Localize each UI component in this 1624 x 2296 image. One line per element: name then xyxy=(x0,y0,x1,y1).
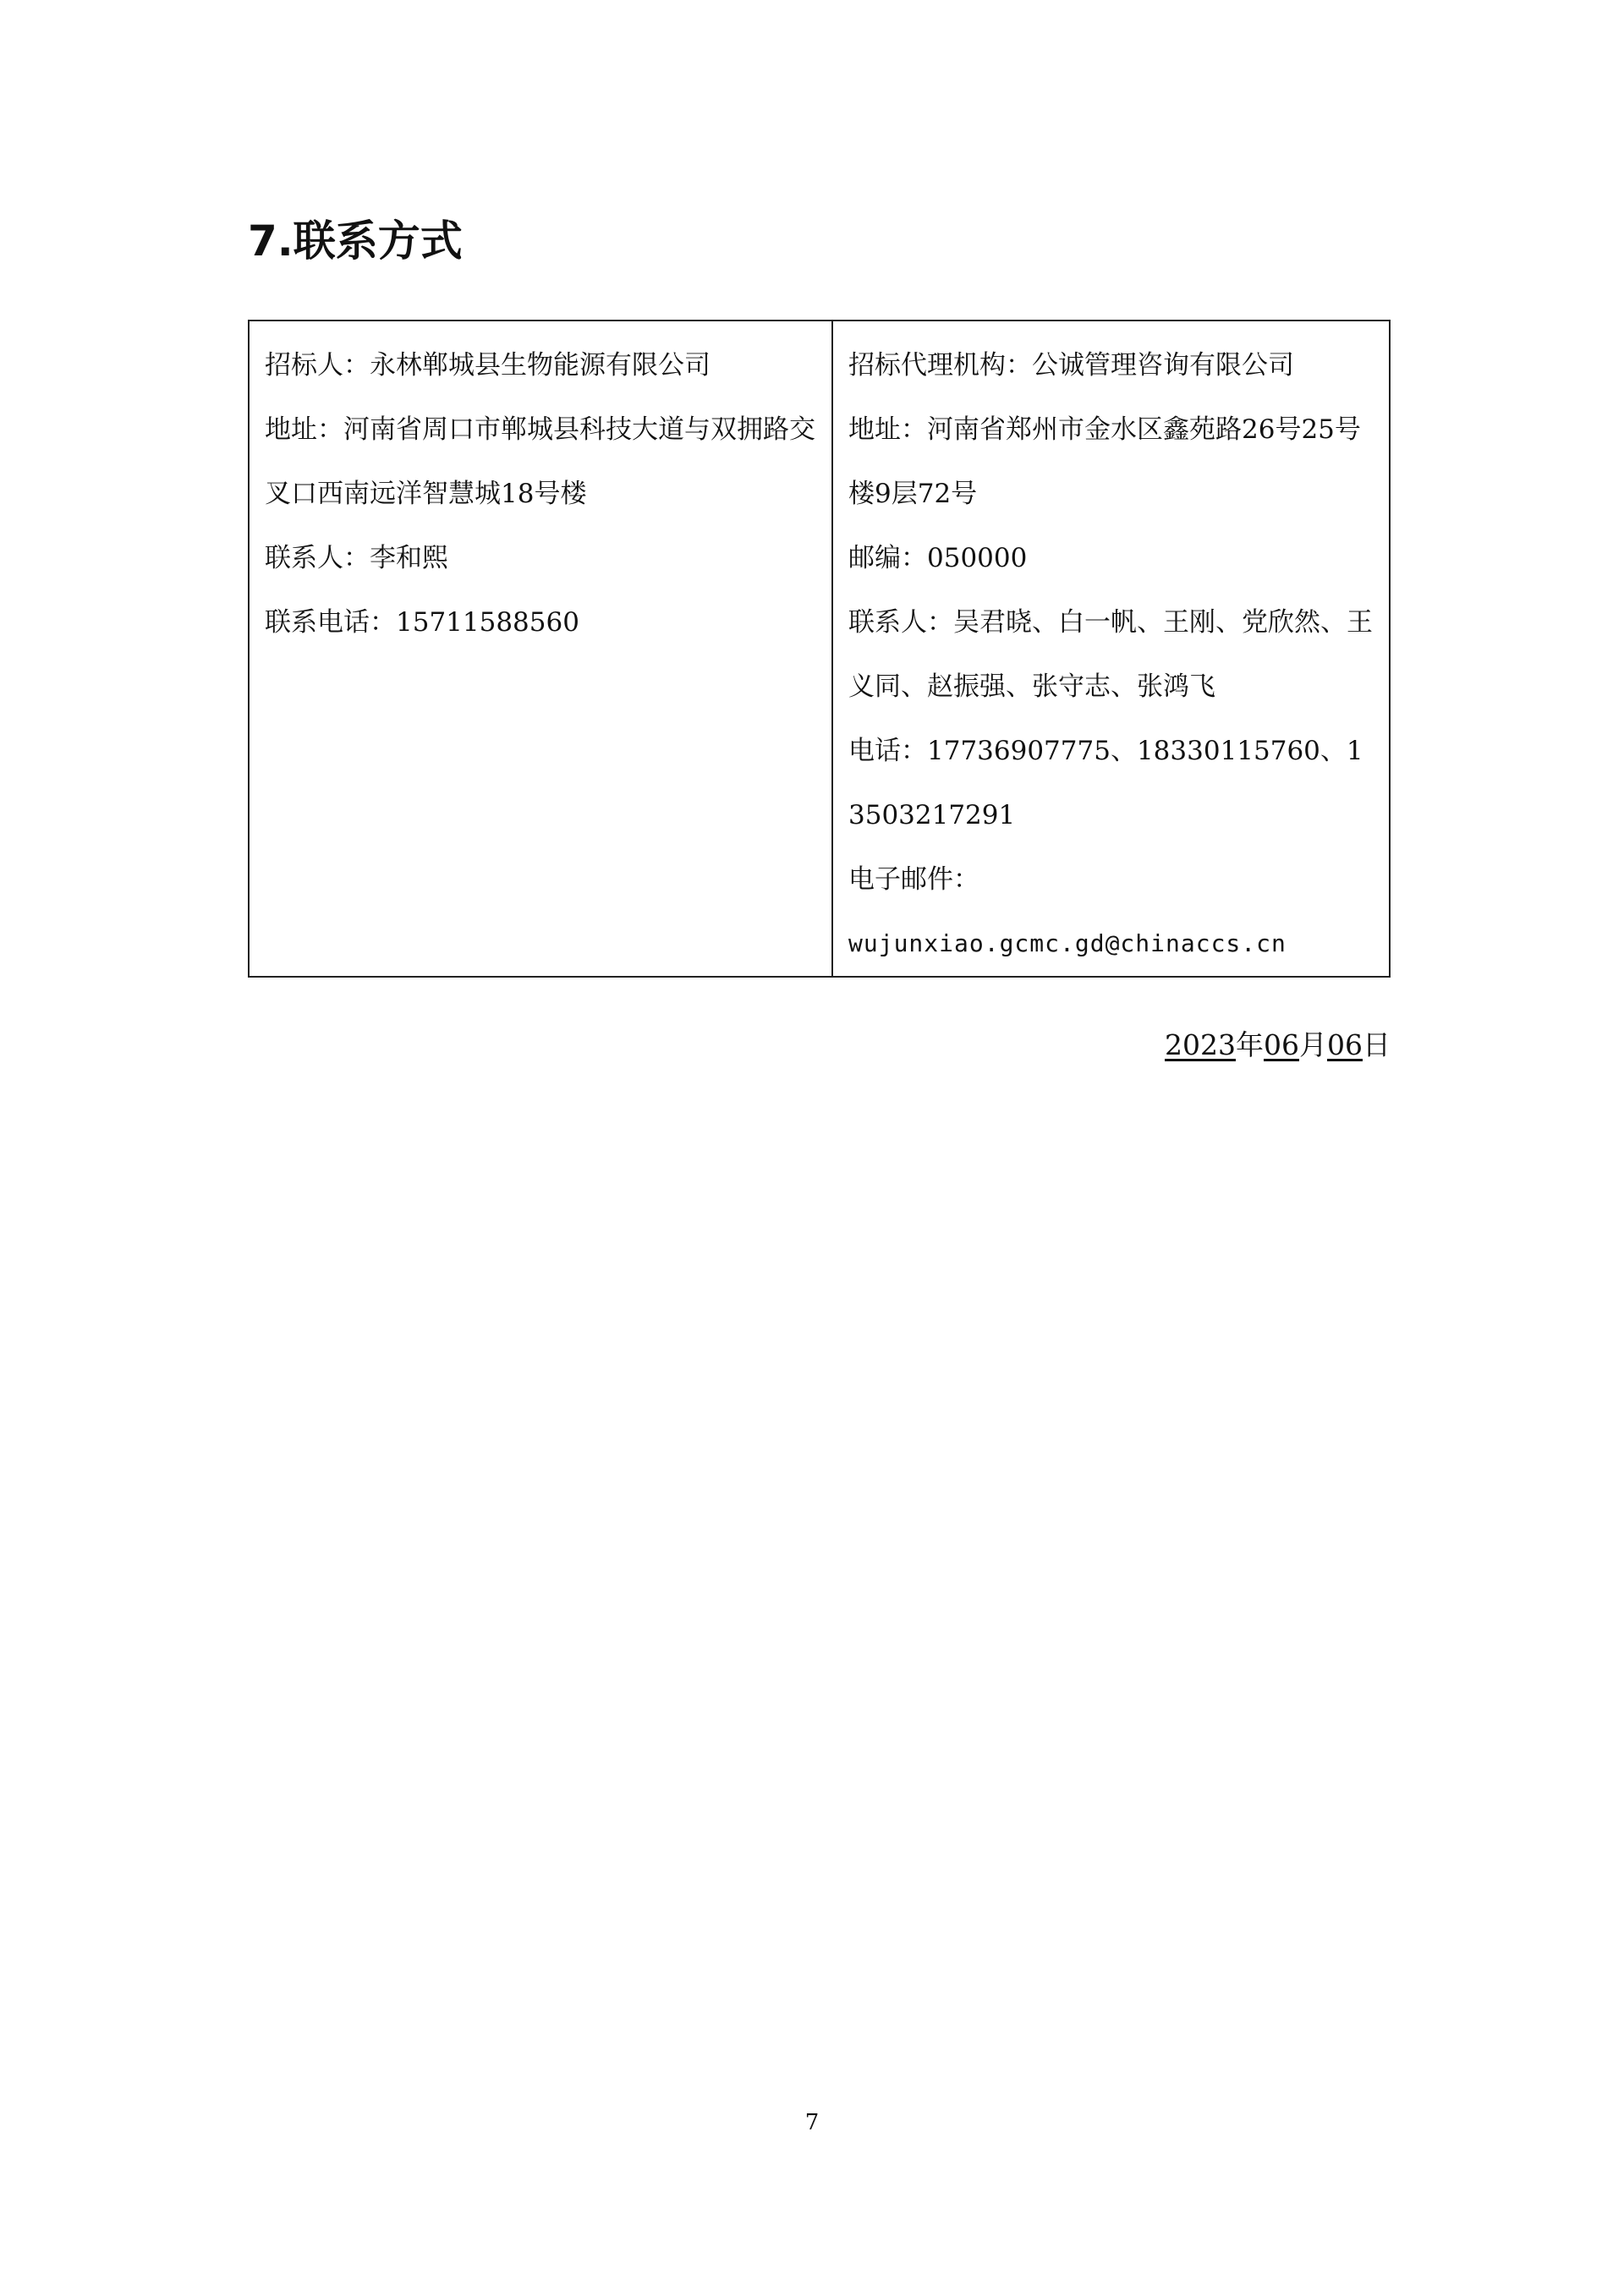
contact-table xyxy=(248,320,1391,978)
date-day-unit: 日 xyxy=(1363,1028,1391,1061)
contact-table-row xyxy=(249,321,1390,977)
agency-postcode: 邮编：050000 xyxy=(848,543,1028,573)
date-month-unit: 月 xyxy=(1299,1028,1327,1061)
date-day: 06 xyxy=(1327,1028,1363,1061)
tenderer-name: 招标人：永林郸城县生物能源有限公司 xyxy=(265,350,710,381)
page-number: 7 xyxy=(804,2110,820,2135)
agency-contact-persons: 联系人：吴君晓、白一帆、王刚、党欣然、王义同、赵振强、张守志、张鸿飞 xyxy=(848,607,1373,702)
agency-email-label: 电子邮件： xyxy=(848,864,979,895)
date-year: 2023 xyxy=(1165,1028,1236,1061)
date-month: 06 xyxy=(1264,1028,1299,1061)
tenderer-address: 地址：河南省周口市郸城县科技大道与双拥路交叉口西南远洋智慧城18号楼 xyxy=(265,414,815,509)
agency-phones: 电话：17736907775、18330115760、13503217291 xyxy=(848,736,1363,830)
agency-email-address: wujunxiao.gcmc.gd@chinaccs.cn xyxy=(848,929,1287,957)
tenderer-phone: 联系电话：15711588560 xyxy=(265,607,579,638)
agency-cell xyxy=(832,321,1390,977)
date-year-unit: 年 xyxy=(1236,1028,1264,1061)
document-date xyxy=(1165,1025,1391,1066)
tenderer-contact-person: 联系人：李和熙 xyxy=(265,543,448,573)
tenderer-cell xyxy=(249,321,832,977)
section-title: 7.联系方式 xyxy=(248,216,463,266)
agency-name: 招标代理机构：公诚管理咨询有限公司 xyxy=(848,350,1294,381)
agency-address: 地址：河南省郑州市金水区鑫苑路26号25号楼9层72号 xyxy=(848,414,1361,509)
